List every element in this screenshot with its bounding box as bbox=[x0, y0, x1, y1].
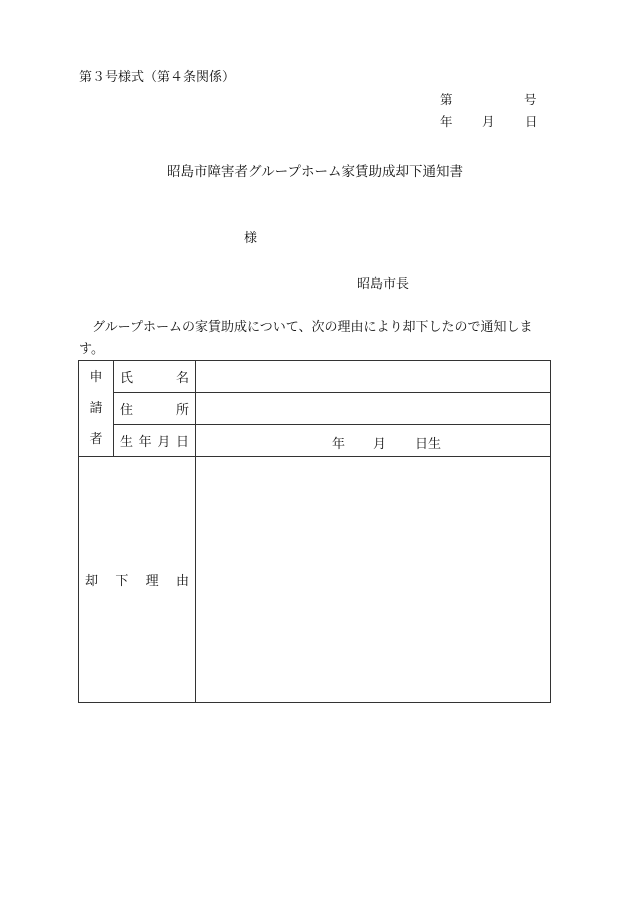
issuer: 昭島市長 bbox=[357, 277, 410, 292]
name-label bbox=[114, 361, 196, 393]
reason-label-char: 由 bbox=[175, 574, 189, 589]
date-year: 年 bbox=[440, 114, 453, 129]
applicant-table bbox=[78, 360, 551, 703]
address-field[interactable] bbox=[196, 393, 551, 425]
reason-label bbox=[79, 457, 196, 703]
address-label bbox=[114, 393, 196, 425]
date-month: 月 bbox=[482, 114, 495, 129]
reference-no-prefix: 第 bbox=[440, 92, 453, 107]
dob-month: 月 bbox=[373, 437, 387, 452]
reference-no-suffix: 号 bbox=[524, 92, 537, 107]
reason-field[interactable] bbox=[196, 457, 551, 703]
applicant-char: 請 bbox=[89, 401, 103, 416]
date-day: 日 bbox=[525, 114, 538, 129]
name-label-char: 氏 bbox=[120, 371, 134, 386]
applicant-label bbox=[79, 361, 114, 457]
name-field[interactable] bbox=[196, 361, 551, 393]
applicant-char: 者 bbox=[89, 432, 103, 447]
dob-label-char: 生 bbox=[120, 435, 134, 450]
dob-label-char: 日 bbox=[175, 435, 189, 450]
dob-year: 年 bbox=[332, 437, 346, 452]
reason-label-char: 理 bbox=[145, 574, 159, 589]
reason-label-char: 下 bbox=[115, 574, 129, 589]
document-title: 昭島市障害者グループホーム家賃助成却下通知書 bbox=[167, 164, 463, 180]
name-label-char: 名 bbox=[175, 371, 189, 386]
dob-field[interactable] bbox=[196, 425, 551, 457]
dob-label-char: 月 bbox=[157, 435, 171, 450]
form-number: 第３号様式（第４条関係） bbox=[79, 70, 236, 85]
applicant-char: 申 bbox=[89, 370, 103, 385]
dob-label bbox=[114, 425, 196, 457]
addressee-honorific: 様 bbox=[244, 231, 258, 246]
notice-body: グループホームの家賃助成について、次の理由により却下したので通知します。 bbox=[79, 320, 533, 357]
address-label-char: 住 bbox=[120, 403, 134, 418]
dob-day: 日生 bbox=[415, 437, 442, 452]
reason-label-char: 却 bbox=[85, 574, 99, 589]
dob-label-char: 年 bbox=[138, 435, 152, 450]
address-label-char: 所 bbox=[175, 403, 189, 418]
